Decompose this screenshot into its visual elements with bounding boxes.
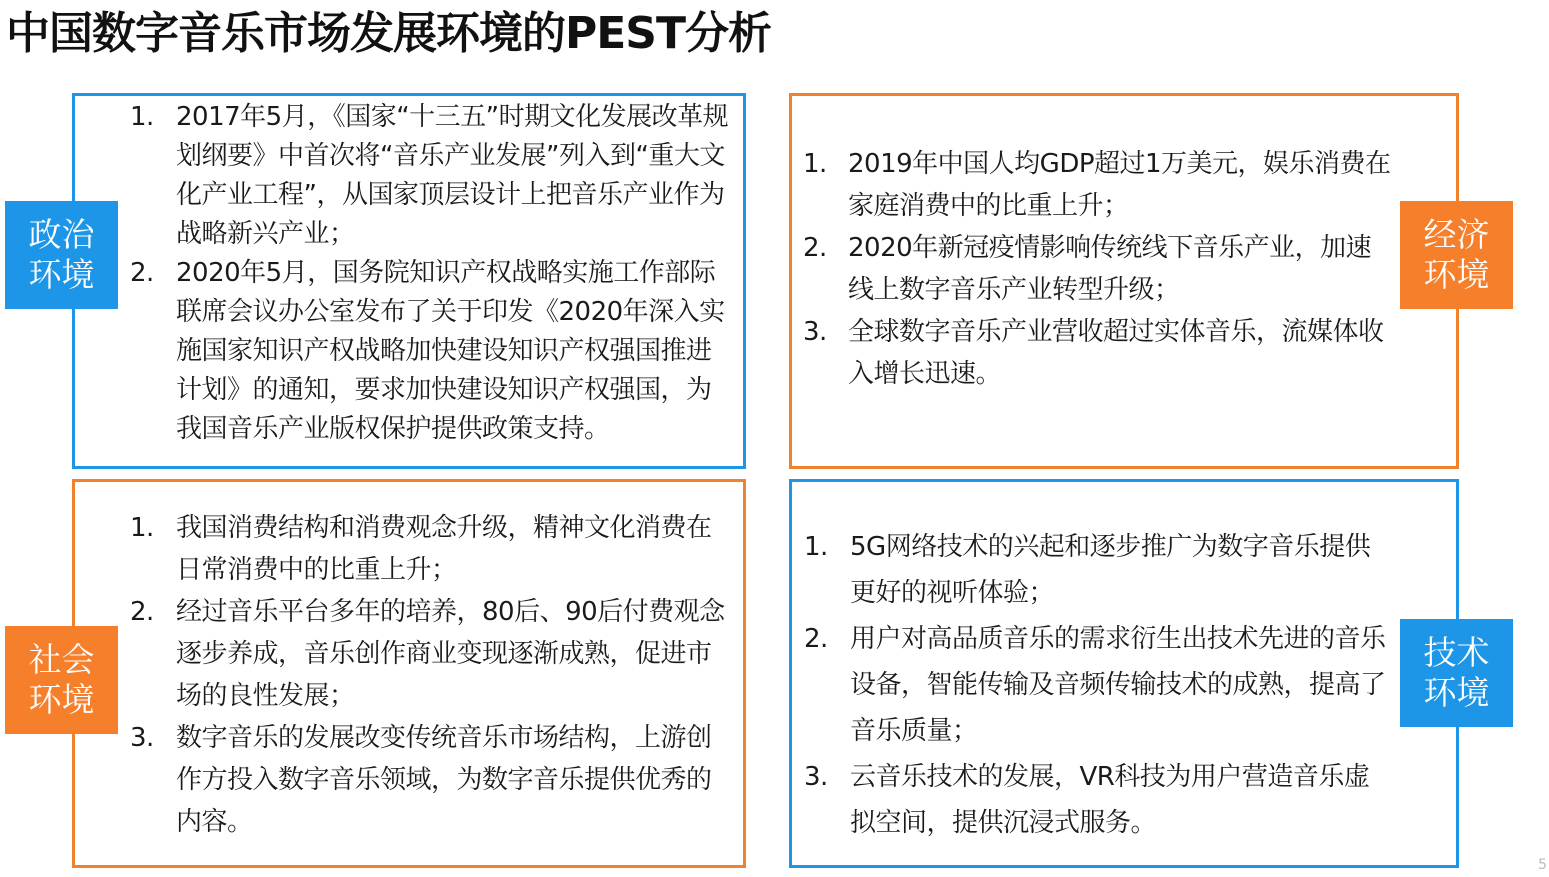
- item-text: 5G网络技术的兴起和逐步推广为数字音乐提供更好的视听体验；: [850, 532, 1371, 608]
- list-item: [803, 143, 1393, 227]
- item-number: 2.: [804, 624, 828, 654]
- item-number: 2.: [130, 258, 154, 288]
- item-number: 1.: [130, 102, 154, 132]
- list-item: [803, 311, 1393, 395]
- page-number: 5: [1538, 857, 1547, 873]
- item-text: 2017年5月，《国家“十三五”时期文化发展改革规划纲要》中首次将“音乐产业发展”列入到“重大文化产业工程”，从国家顶层设计上把音乐产业作为战略新兴产业；: [176, 102, 729, 249]
- social-label: 社会 环境: [5, 626, 118, 734]
- item-number: 1.: [804, 532, 828, 562]
- item-number: 2.: [803, 233, 827, 263]
- list-item: [130, 254, 734, 449]
- list-item: [804, 754, 1392, 846]
- technology-label: 技术 环境: [1400, 619, 1513, 727]
- economic-list: [803, 143, 1393, 395]
- list-item: [130, 98, 734, 254]
- political-list: [130, 98, 734, 449]
- political-label: 政治 环境: [5, 201, 118, 309]
- item-number: 1.: [130, 513, 154, 543]
- item-text: 2020年新冠疫情影响传统线下音乐产业，加速线上数字音乐产业转型升级；: [848, 233, 1372, 305]
- item-text: 全球数字音乐产业营收超过实体音乐，流媒体收入增长迅速。: [848, 317, 1384, 389]
- page-title: 中国数字音乐市场发展环境的PEST分析: [6, 8, 772, 59]
- item-text: 用户对高品质音乐的需求衍生出技术先进的音乐设备，智能传输及音频传输技术的成熟，提高了音乐质量；: [850, 624, 1386, 746]
- item-number: 3.: [803, 317, 827, 347]
- item-text: 2020年5月，国务院知识产权战略实施工作部际联席会议办公室发布了关于印发《2020年深入实施国家知识产权战略加快建设知识产权强国推进计划》的通知，要求加快建设知识产权强国，为我国音乐产业版权保护提供政策支持。: [176, 258, 725, 444]
- technology-list: [804, 524, 1392, 846]
- social-list: [130, 507, 734, 843]
- item-number: 3.: [130, 723, 154, 753]
- item-text: 经过音乐平台多年的培养，80后、90后付费观念逐步养成，音乐创作商业变现逐渐成熟，促进市场的良性发展；: [176, 597, 725, 711]
- list-item: [130, 591, 734, 717]
- item-text: 数字音乐的发展改变传统音乐市场结构，上游创作方投入数字音乐领域，为数字音乐提供优秀的内容。: [176, 723, 712, 837]
- list-item: [804, 616, 1392, 754]
- list-item: [130, 717, 734, 843]
- list-item: [130, 507, 734, 591]
- item-text: 2019年中国人均GDP超过1万美元，娱乐消费在家庭消费中的比重上升；: [848, 149, 1391, 221]
- item-text: 云音乐技术的发展，VR科技为用户营造音乐虚拟空间，提供沉浸式服务。: [850, 762, 1370, 838]
- list-item: [804, 524, 1392, 616]
- item-number: 3.: [804, 762, 828, 792]
- item-number: 2.: [130, 597, 154, 627]
- economic-label: 经济 环境: [1400, 201, 1513, 309]
- item-text: 我国消费结构和消费观念升级，精神文化消费在日常消费中的比重上升；: [176, 513, 712, 585]
- item-number: 1.: [803, 149, 827, 179]
- list-item: [803, 227, 1393, 311]
